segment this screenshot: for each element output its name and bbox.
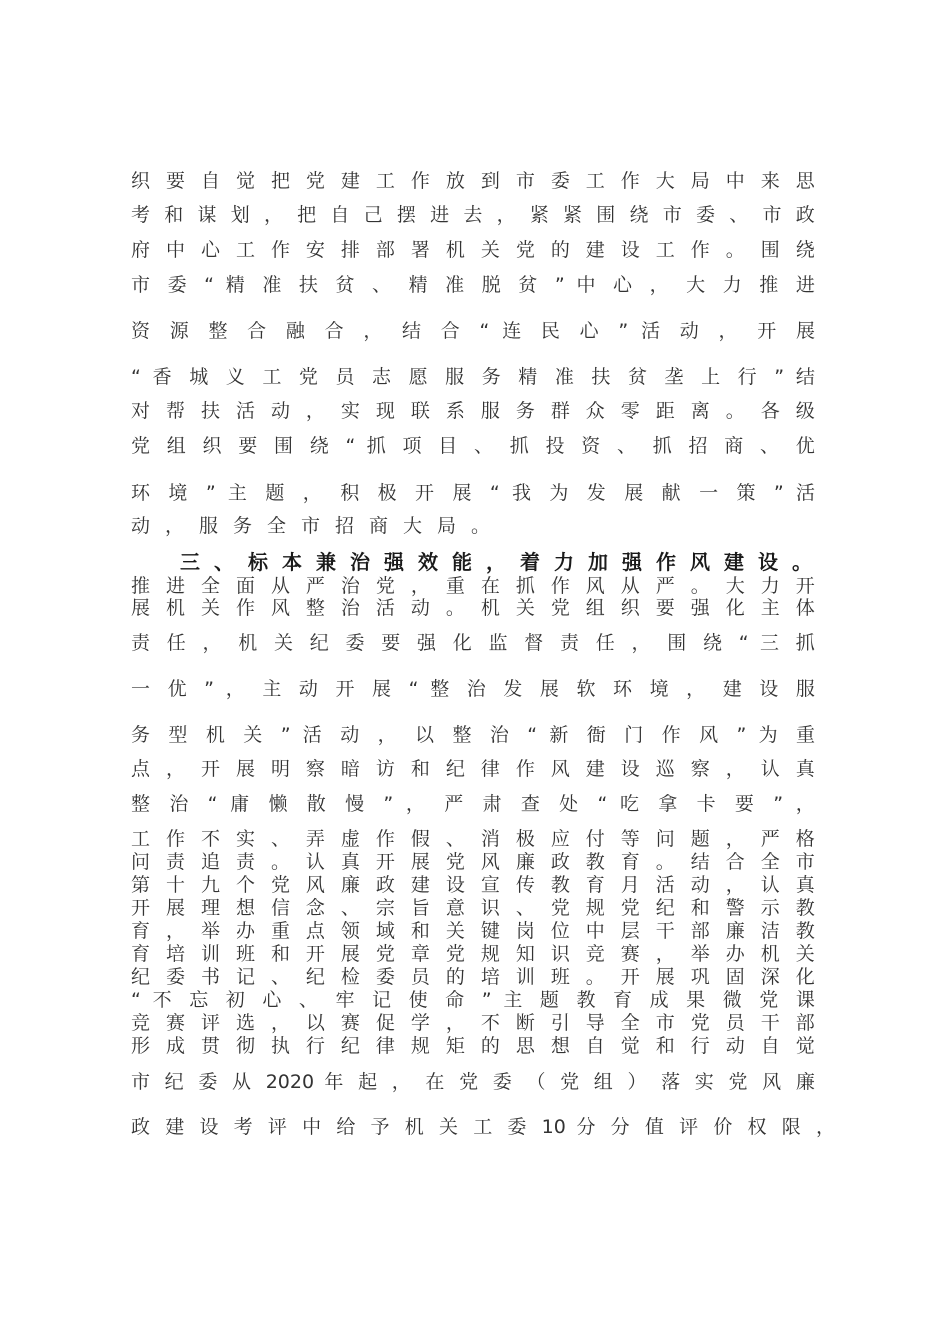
body-line: 第 十 九 个 党 风 廉 政 建 设 宣 传 教 育 月 活 动 ， 认 真 [131, 874, 815, 896]
section-heading: 三 、 标 本 兼 治 强 效 能 ， 着 力 加 强 作 风 建 设 。 [180, 550, 812, 574]
body-line: 政 建 设 考 评 中 给 予 机 关 工 委 10 分 分 值 评 价 权 限 ， [131, 1116, 835, 1138]
body-line: “ 香 城 义 工 党 员 志 愿 服 务 精 准 扶 贫 垄 上 行 ” 结 [131, 366, 815, 388]
body-line: 推 进 全 面 从 严 治 党 ， 重 在 抓 作 风 从 严 。 大 力 开 [131, 575, 815, 597]
body-line: 育 ， 举 办 重 点 领 域 和 关 键 岗 位 中 层 干 部 廉 洁 教 [131, 920, 815, 942]
body-line: 党 组 织 要 围 绕 “ 抓 项 目 、 抓 投 资 、 抓 招 商 、 优 [131, 435, 815, 457]
body-line: 考 和 谋 划 ， 把 自 己 摆 进 去 ， 紧 紧 围 绕 市 委 、 市 政 [131, 204, 815, 226]
body-line: 动，服务全市招商大局。 [131, 515, 506, 537]
body-line: 竞 赛 评 选 ， 以 赛 促 学 ， 不 断 引 导 全 市 党 员 干 部 [131, 1012, 815, 1034]
body-line: 纪 委 书 记 、 纪 检 委 员 的 培 训 班 。 开 展 巩 固 深 化 [131, 966, 815, 988]
body-line: 务 型 机 关 ” 活 动 ， 以 整 治 “ 新 衙 门 作 风 ” 为 重 [131, 724, 815, 746]
body-line: 织 要 自 觉 把 党 建 工 作 放 到 市 委 工 作 大 局 中 来 思 [131, 170, 815, 192]
body-line: 形 成 贯 彻 执 行 纪 律 规 矩 的 思 想 自 觉 和 行 动 自 觉 [131, 1035, 815, 1057]
body-line: 市 纪 委 从 2020 年 起 ， 在 党 委 （ 党 组 ） 落 实 党 风 廉 [131, 1071, 815, 1093]
body-line: 责 任 ， 机 关 纪 委 要 强 化 监 督 责 任 ， 围 绕 “ 三 抓 [131, 632, 815, 654]
body-line: 府 中 心 工 作 安 排 部 署 机 关 党 的 建 设 工 作 。 围 绕 [131, 239, 815, 261]
body-line: 点 ， 开 展 明 察 暗 访 和 纪 律 作 风 建 设 巡 察 ， 认 真 [131, 758, 815, 780]
body-line: 对 帮 扶 活 动 ， 实 现 联 系 服 务 群 众 零 距 离 。 各 级 [131, 400, 815, 422]
body-line: 一 优 ” ， 主 动 开 展 “ 整 治 发 展 软 环 境 ， 建 设 服 [131, 678, 815, 700]
body-line: “ 不 忘 初 心 、 牢 记 使 命 ” 主 题 教 育 成 果 微 党 课 [131, 989, 815, 1011]
body-line: 环 境 ” 主 题 ， 积 极 开 展 “ 我 为 发 展 献 一 策 ” 活 [131, 482, 815, 504]
body-line: 市 委 “ 精 准 扶 贫 、 精 准 脱 贫 ” 中 心 ， 大 力 推 进 [131, 274, 815, 296]
body-line: 展 机 关 作 风 整 治 活 动 。 机 关 党 组 织 要 强 化 主 体 [131, 597, 815, 619]
body-line: 工 作 不 实 、 弄 虚 作 假 、 消 极 应 付 等 问 题 ， 严 格 [131, 828, 815, 850]
body-line: 育 培 训 班 和 开 展 党 章 党 规 知 识 竞 赛 ， 举 办 机 关 [131, 943, 815, 965]
body-line: 问 责 追 责 。 认 真 开 展 党 风 廉 政 教 育 。 结 合 全 市 [131, 851, 815, 873]
body-line: 资 源 整 合 融 合 ， 结 合 “ 连 民 心 ” 活 动 ， 开 展 [131, 320, 815, 342]
body-line: 开 展 理 想 信 念 、 宗 旨 意 识 、 党 规 党 纪 和 警 示 教 [131, 897, 815, 919]
body-line: 整 治 “ 庸 懒 散 慢 ” ， 严 肃 查 处 “ 吃 拿 卡 要 ” ， [131, 793, 815, 815]
